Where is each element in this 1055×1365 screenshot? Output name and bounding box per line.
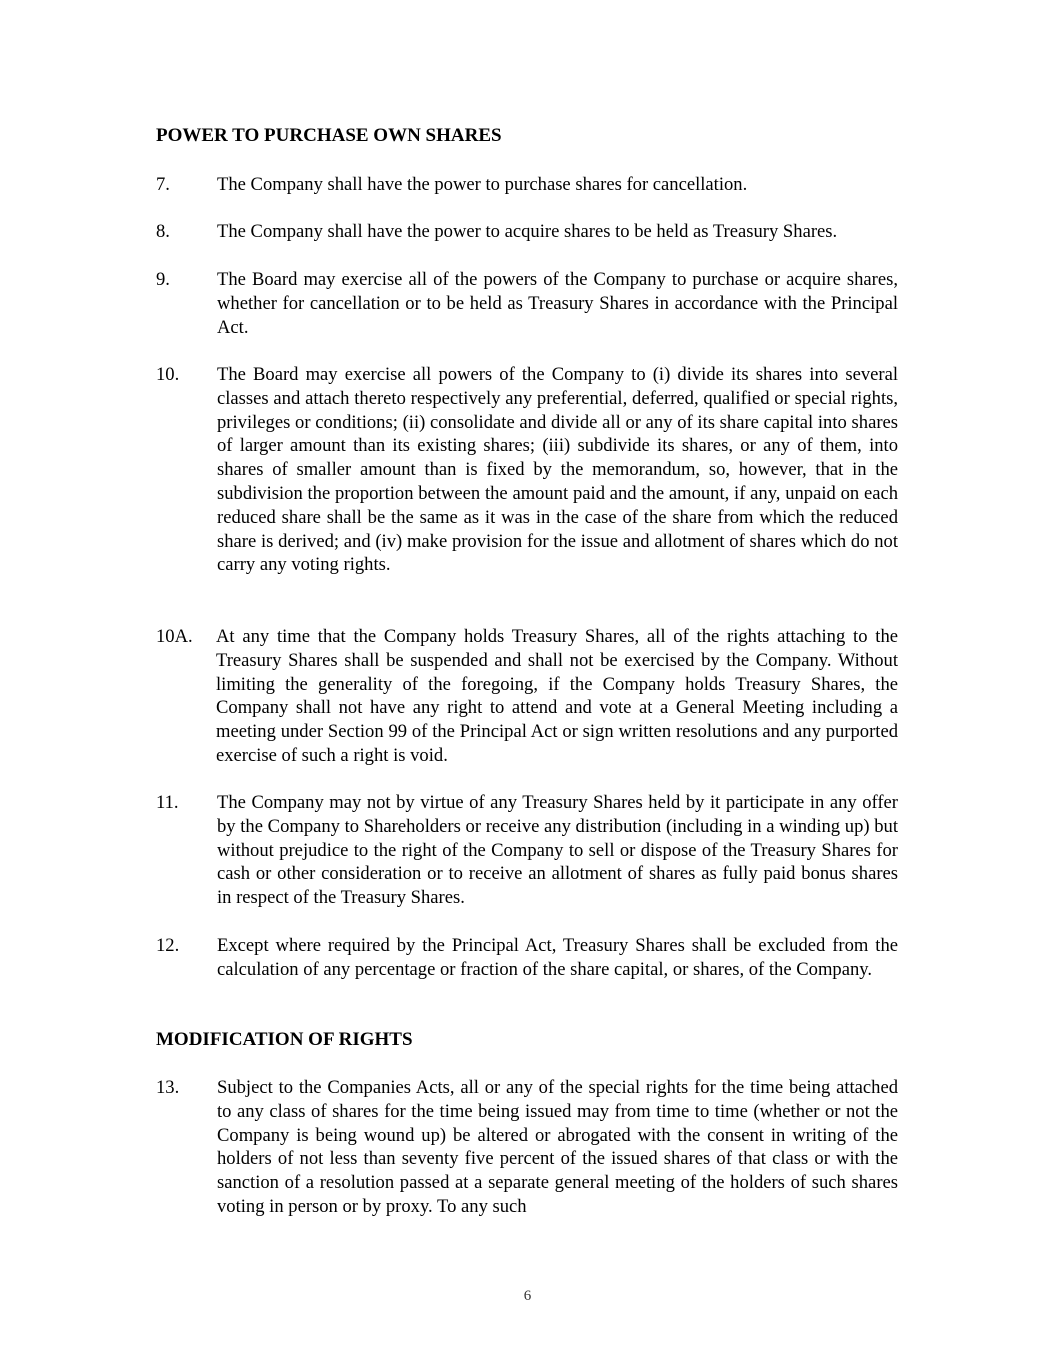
clause-number: 12. bbox=[156, 935, 180, 956]
clause-text: Except where required by the Principal Act, Treasury Shares shall be excluded from the calculation of any percentage or fraction of the share capital, or shares, of the Company. bbox=[217, 935, 898, 980]
clause-text: The Company shall have the power to purchase shares for cancellation. bbox=[217, 174, 748, 195]
clause-8 bbox=[156, 220, 898, 244]
clause-number: 7. bbox=[156, 174, 170, 195]
clause-number: 11. bbox=[156, 792, 179, 813]
section-heading-modification-of-rights: MODIFICATION OF RIGHTS bbox=[156, 1029, 413, 1050]
clause-number: 9. bbox=[156, 269, 170, 290]
clause-number: 8. bbox=[156, 221, 170, 242]
clause-text: The Company shall have the power to acquire shares to be held as Treasury Shares. bbox=[217, 221, 838, 242]
clause-text: The Board may exercise all of the powers of the Company to purchase or acquire shares, whether for cancellation or to be held as Treasury Shares in accordance with the Principal Act. bbox=[217, 269, 898, 338]
clause-text: At any time that the Company holds Treasury Shares, all of the rights attaching to the Treasury Shares shall be suspended and shall not be exercised by the Company. Without limiting the generality of the foregoing, if the Company holds Treasury Shares, the Company shall not have any right to attend and vote at a General Meeting including a meeting under Section 99 of the Principal Act or sign written resolutions and any purported exercise of such a right is void. bbox=[216, 626, 898, 766]
clause-12 bbox=[156, 934, 898, 982]
clause-10 bbox=[156, 363, 898, 577]
clause-11 bbox=[156, 791, 898, 910]
clause-text: The Company may not by virtue of any Treasury Shares held by it participate in any offer by the Company to Shareholders or receive any distribution (including in a winding up) but without prejudice to the right of the Company to sell or dispose of the Treasury Shares for cash or other consideration or to receive an allotment of shares as fully paid bonus shares in respect of the Treasury Shares. bbox=[217, 792, 898, 909]
page-number: 6 bbox=[523, 1288, 532, 1304]
clause-text: The Board may exercise all powers of the Company to (i) divide its shares into several classes and attach thereto respectively any preferential, deferred, qualified or special rights, privileges or conditions; (ii) consolidate and divide all or any of its share capital into shares of larger amount than its existing shares; (iii) subdivide its shares, or any of them, into shares of smaller amount than is fixed by the memorandum, so, however, that in the subdivision the proportion between the amount paid and the amount, if any, unpaid on each reduced share shall be the same as it was in the case of the share from which the reduced share is derived; and (iv) make provision for the issue and allotment of shares which do not carry any voting rights. bbox=[217, 364, 898, 576]
clause-text: Subject to the Companies Acts, all or any of the special rights for the time being attached to any class of shares for the time being issued may from time to time (whether or not the Company is being wound up) be altered or abrogated with the consent in writing of the holders of not less than seventy five percent of the issued shares of that class or with the sanction of a resolution passed at a separate general meeting of the holders of such shares voting in person or by proxy. To any such bbox=[217, 1077, 898, 1217]
clause-7 bbox=[156, 173, 898, 197]
clause-number: 10. bbox=[156, 364, 180, 385]
clause-9 bbox=[156, 268, 898, 339]
section-heading-power-to-purchase: POWER TO PURCHASE OWN SHARES bbox=[156, 125, 502, 146]
clause-number: 13. bbox=[156, 1077, 180, 1098]
clause-number: 10A. bbox=[156, 626, 193, 647]
clause-13 bbox=[156, 1076, 898, 1219]
clause-10a bbox=[156, 625, 898, 768]
